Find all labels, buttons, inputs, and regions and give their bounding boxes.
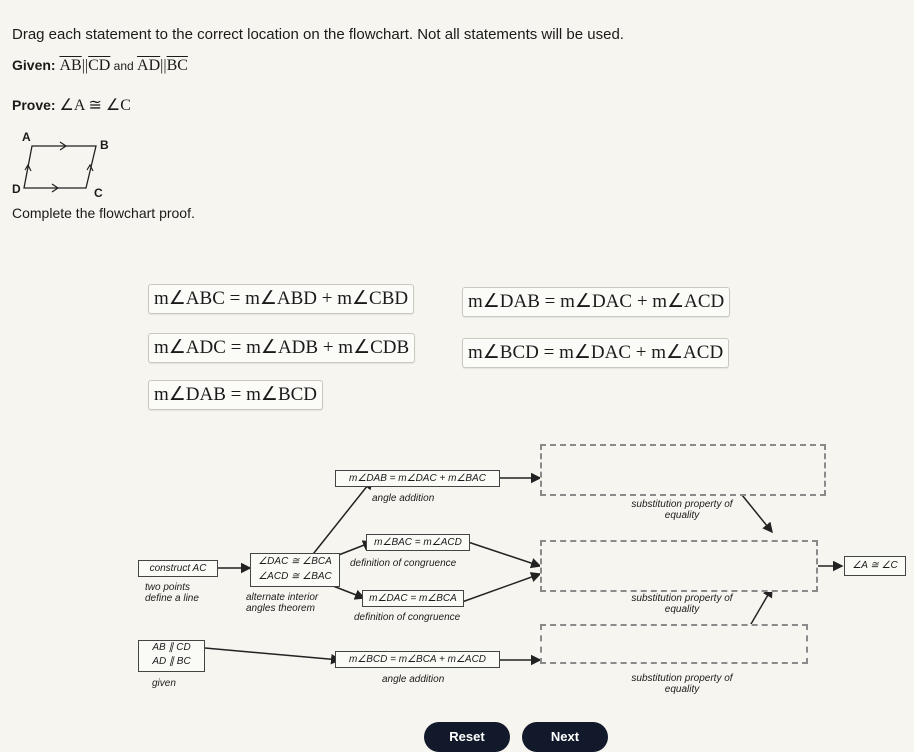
next-button[interactable]: Next (522, 722, 608, 752)
flow-conclusion-box: ∠A ≅ ∠C (844, 556, 906, 576)
flow-congruent-1: ∠DAC ≅ ∠BCA (258, 556, 332, 567)
flow-bottom-sum-box: m∠BCD = m∠BCA + m∠ACD (335, 651, 500, 668)
segment-ad: $\overline{AD}$ (137, 57, 161, 74)
instruction-text: Drag each statement to the correct location on the flowchart. Not all statements will be used. (12, 26, 624, 43)
and-text: and (110, 59, 138, 73)
vertex-b-label: B (100, 138, 109, 152)
parallel-symbol: || (81, 57, 89, 74)
vertex-c-label: C (94, 186, 103, 200)
flow-alt-reason: alternate interior angles theorem (246, 592, 319, 614)
flow-congruent-box (250, 553, 340, 587)
statement-tile-dab-bcd[interactable]: m∠DAB = m∠BCD (148, 380, 323, 410)
flow-parallel-1: AB ∥ CD (152, 642, 191, 653)
flow-top-sum-box: m∠DAB = m∠DAC + m∠BAC (335, 470, 500, 487)
vertex-a-label: A (22, 130, 31, 144)
drop-zone-3[interactable] (540, 624, 808, 664)
segment-bc: $\overline{BC}$ (166, 57, 188, 74)
flow-dac-bca-box: m∠DAC = m∠BCA (362, 590, 464, 607)
statement-tile-dab-sum[interactable]: m∠DAB = m∠DAC + m∠ACD (462, 287, 730, 317)
parallel-symbol-2: || (160, 57, 167, 74)
reset-button[interactable]: Reset (424, 722, 510, 752)
complete-instruction: Complete the flowchart proof. (12, 205, 195, 221)
flow-bottom-sum-reason: angle addition (382, 674, 445, 685)
prove-label: Prove: (12, 97, 56, 113)
flow-subst-reason-3: substitution property of equality (631, 673, 733, 695)
flow-construct-reason: two points define a line (145, 582, 199, 604)
prove-math: ∠A ≅ ∠C (59, 97, 131, 114)
vertex-d-label: D (12, 182, 21, 196)
flow-given-reason: given (152, 678, 176, 689)
flow-parallel-2: AD ∥ BC (152, 656, 191, 667)
statement-tile-adc[interactable]: m∠ADC = m∠ADB + m∠CDB (148, 333, 415, 363)
segment-ab: $\overline{AB}$ (59, 57, 82, 74)
flow-bac-acd-box: m∠BAC = m∠ACD (366, 534, 470, 551)
flow-def-congruence-2: definition of congruence (354, 612, 461, 623)
drop-zone-1[interactable] (540, 444, 826, 496)
flow-given-box (138, 640, 205, 672)
flow-construct-box: construct AC (138, 560, 218, 577)
statement-tile-abc[interactable]: m∠ABC = m∠ABD + m∠CBD (148, 284, 414, 314)
drop-zone-2[interactable] (540, 540, 818, 592)
flow-subst-reason-1: substitution property of equality (631, 499, 733, 521)
flow-congruent-2: ∠ACD ≅ ∠BAC (258, 571, 332, 582)
flow-def-congruence-1: definition of congruence (350, 558, 457, 569)
flow-subst-reason-2: substitution property of equality (631, 593, 733, 615)
segment-cd: $\overline{CD}$ (88, 57, 111, 74)
statement-tile-bcd-sum[interactable]: m∠BCD = m∠DAC + m∠ACD (462, 338, 729, 368)
flow-top-sum-reason: angle addition (372, 493, 435, 504)
given-label: Given: (12, 57, 56, 73)
